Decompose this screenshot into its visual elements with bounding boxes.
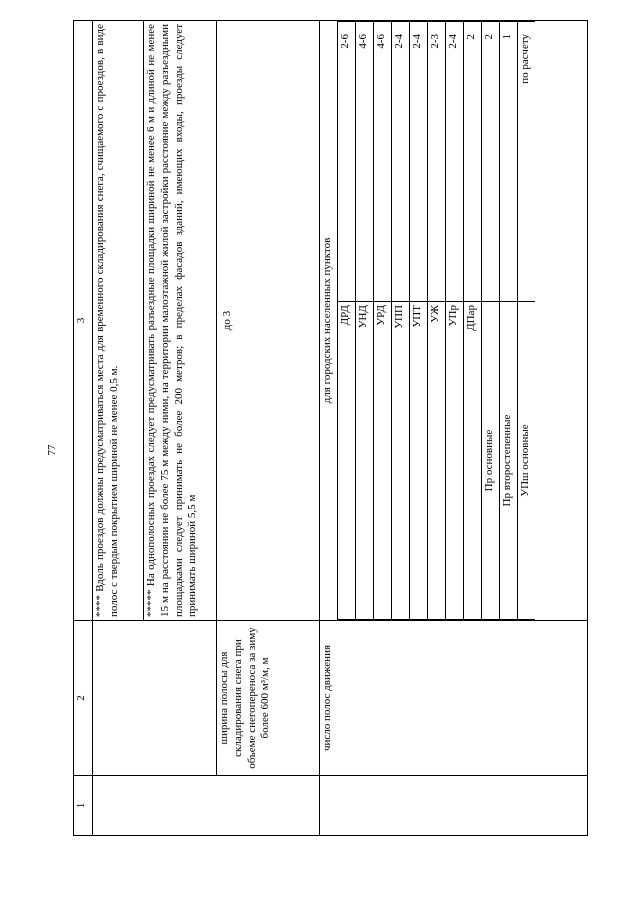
lane-row xyxy=(517,22,535,620)
lane-row xyxy=(463,22,481,620)
lanes-subheader: для городских населенных пунктов xyxy=(321,237,333,404)
lane-type: ДРД xyxy=(337,302,355,620)
lane-type: УПТ xyxy=(409,302,427,620)
lane-count: 1 xyxy=(499,22,517,302)
lane-type: УПр xyxy=(445,302,463,620)
lane-type: УРД xyxy=(373,302,391,620)
lane-type: УПП xyxy=(391,302,409,620)
lane-type: Пр основные xyxy=(481,302,499,620)
note-4: **** Вдоль проездов должны предусматриваться места для временного складирования снега, счищаемого с проездов, в виде полос с твердым покрытием шириной не менее 0,5 м. xyxy=(93,21,144,621)
lane-row xyxy=(499,22,517,620)
header-col-2: 2 xyxy=(74,621,93,776)
lane-type: УНД xyxy=(355,302,373,620)
page-number: 77 xyxy=(46,444,58,456)
header-col-3: 3 xyxy=(74,21,93,621)
lane-count: 2 xyxy=(463,22,481,302)
norms-table-container xyxy=(73,21,637,836)
lanes-row xyxy=(320,21,588,836)
lane-row xyxy=(337,22,355,620)
header-row xyxy=(74,21,93,836)
lane-count: 2-4 xyxy=(391,22,409,302)
lanes-subtable xyxy=(337,21,535,620)
lane-type: ДПар xyxy=(463,302,481,620)
lane-count: 2 xyxy=(481,22,499,302)
snow-strip-label: ширина полосы для складирования снега при объеме снегопереноса за зиму более 600 м³/м, м xyxy=(217,621,320,776)
lane-row xyxy=(373,22,391,620)
lane-row xyxy=(409,22,427,620)
lane-row xyxy=(445,22,463,620)
rotated-sheet xyxy=(73,21,637,836)
lane-count: по расчету xyxy=(517,22,535,302)
lane-row xyxy=(427,22,445,620)
lane-type: УЖ xyxy=(427,302,445,620)
snow-strip-value: до 3 xyxy=(217,21,320,621)
empty-cell xyxy=(93,621,217,776)
lanes-label: число полос движения xyxy=(320,621,588,776)
lane-row xyxy=(355,22,373,620)
lane-count: 2-6 xyxy=(337,22,355,302)
header-col-1: 1 xyxy=(74,776,93,836)
lane-count: 2-4 xyxy=(445,22,463,302)
lanes-values-cell xyxy=(320,21,588,621)
lane-count: 2-3 xyxy=(427,22,445,302)
lane-row xyxy=(481,22,499,620)
lane-count: 4-6 xyxy=(355,22,373,302)
notes-row-4 xyxy=(93,21,144,836)
lane-count: 2-4 xyxy=(409,22,427,302)
lane-type: Пр второстепенные xyxy=(499,302,517,620)
lane-count: 4-6 xyxy=(373,22,391,302)
empty-cell xyxy=(320,776,588,836)
lane-type: УПш основные xyxy=(517,302,535,620)
empty-cell xyxy=(93,776,320,836)
snow-strip-row xyxy=(217,21,320,836)
note-5: ***** На однополосных проездах следует предусматривать разъездные площадки шириной не менее 6 м и длиной не менее 15 м на расстоянии не более 75 м между ними, на территории малоэтажной жилой застройки расстояние между разъездными площадками следует принимать не более 200 метров; в пределах фасадов зданий, имеющих входы, проезды следует принимать шириной 5,5 м xyxy=(144,21,217,621)
lane-row xyxy=(391,22,409,620)
lanes-spacer xyxy=(535,21,587,620)
norms-table xyxy=(73,20,588,836)
